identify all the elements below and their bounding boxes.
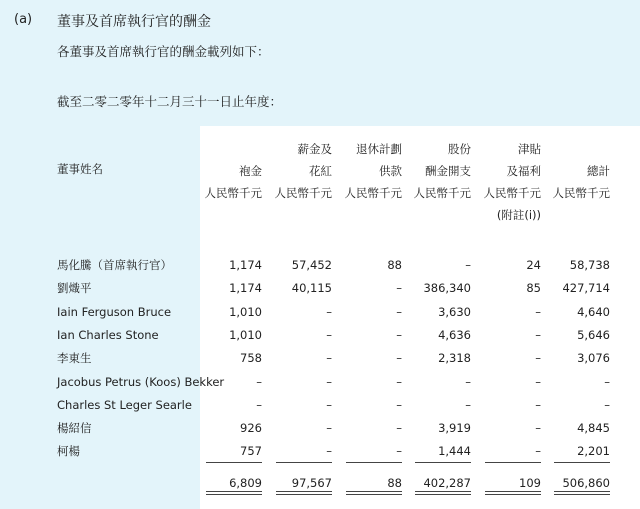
table-cell: – (535, 421, 541, 435)
table-cell: – (396, 444, 402, 458)
column-header-line2: 供款 (379, 164, 402, 178)
column-header-note: (附註(i)) (496, 208, 541, 222)
table-cell: 1,174 (229, 258, 262, 272)
table-cell: 88 (387, 258, 402, 272)
table-cell: 57,452 (291, 258, 332, 272)
table-cell: – (396, 328, 402, 342)
table-cell: 926 (240, 421, 262, 435)
table-cell: – (326, 375, 332, 389)
column-header-unit: 人民幣千元 (483, 186, 541, 200)
director-name: Ian Charles Stone (57, 328, 159, 342)
table-cell: 427,714 (562, 281, 610, 295)
table-cell: – (465, 258, 471, 272)
total-double-rule (276, 494, 332, 495)
table-cell: – (256, 375, 262, 389)
column-header-line1: 股份 (448, 142, 471, 156)
table-cell: 2,318 (438, 351, 471, 365)
total-double-rule (415, 494, 471, 495)
table-cell: – (535, 444, 541, 458)
table-cell: – (396, 421, 402, 435)
table-cell: 3,076 (577, 351, 610, 365)
total-double-rule (554, 494, 610, 495)
director-name: 柯楊 (57, 444, 80, 458)
table-cell: 4,636 (438, 328, 471, 342)
director-name: 楊紹信 (57, 421, 92, 435)
total-cell: 97,567 (291, 476, 332, 490)
total-cell: 6,809 (229, 476, 262, 490)
total-double-rule (206, 491, 262, 492)
director-name: Jacobus Petrus (Koos) Bekker (57, 375, 225, 389)
table-cell: – (326, 444, 332, 458)
name-column-header: 董事姓名 (57, 162, 103, 176)
total-cell: 109 (519, 476, 541, 490)
table-cell: – (604, 398, 610, 412)
total-double-rule (415, 491, 471, 492)
column-header-line1: 薪金及 (297, 142, 332, 156)
section-title: 董事及首席執行官的酬金 (57, 14, 211, 30)
director-name: 劉熾平 (57, 281, 92, 295)
table-cell: – (465, 375, 471, 389)
table-cell: 1,174 (229, 281, 262, 295)
period-text: 截至二零二零年十二月三十一日止年度： (57, 94, 283, 109)
table-cell: – (396, 375, 402, 389)
table-cell: – (326, 421, 332, 435)
table-cell: – (535, 351, 541, 365)
table-cell: – (326, 305, 332, 319)
table-cell: – (535, 305, 541, 319)
total-double-rule (485, 491, 541, 492)
total-cell: 402,287 (423, 476, 471, 490)
table-cell: 4,640 (577, 305, 610, 319)
director-name: 馬化騰（首席執行官） (57, 258, 172, 272)
table-cell: – (396, 281, 402, 295)
table-cell: 386,340 (423, 281, 471, 295)
total-double-rule (346, 491, 402, 492)
table-cell: – (535, 375, 541, 389)
table-cell: – (326, 351, 332, 365)
subtotal-rule (485, 462, 541, 463)
subtotal-rule (346, 462, 402, 463)
column-header-unit: 人民幣千元 (552, 186, 610, 200)
director-name: Iain Ferguson Bruce (57, 305, 172, 319)
table-cell: 757 (240, 444, 262, 458)
intro-text: 各董事及首席執行官的酬金載列如下： (57, 44, 270, 59)
subtotal-rule (554, 462, 610, 463)
table-cell: – (465, 398, 471, 412)
subtotal-rule (206, 462, 262, 463)
column-header-line2: 花紅 (309, 164, 332, 178)
total-double-rule (276, 491, 332, 492)
director-name: 李東生 (57, 351, 92, 365)
table-cell: 2,201 (577, 444, 610, 458)
table-cell: – (396, 305, 402, 319)
total-double-rule (554, 491, 610, 492)
total-double-rule (485, 494, 541, 495)
table-cell: 5,646 (577, 328, 610, 342)
subtotal-rule (276, 462, 332, 463)
table-cell: 4,845 (577, 421, 610, 435)
table-cell: 58,738 (569, 258, 610, 272)
table-cell: 40,115 (291, 281, 332, 295)
column-header-unit: 人民幣千元 (204, 186, 262, 200)
table-cell: 3,919 (438, 421, 471, 435)
column-header-unit: 人民幣千元 (413, 186, 471, 200)
column-header-line2: 袍金 (239, 164, 262, 178)
director-name: Charles St Leger Searle (57, 398, 192, 412)
total-double-rule (346, 494, 402, 495)
total-cell: 506,860 (562, 476, 610, 490)
column-header-line1: 退休計劃 (356, 142, 402, 156)
table-cell: 85 (526, 281, 541, 295)
table-cell: 1,010 (229, 328, 262, 342)
column-header-line2: 及福利 (506, 164, 541, 178)
column-header-unit: 人民幣千元 (274, 186, 332, 200)
table-cell: – (396, 398, 402, 412)
table-cell: 1,010 (229, 305, 262, 319)
table-cell: – (326, 398, 332, 412)
column-header-line2: 酬金開支 (425, 164, 471, 178)
table-cell: 3,630 (438, 305, 471, 319)
table-cell: – (396, 351, 402, 365)
table-cell: – (535, 328, 541, 342)
section-label: (a) (14, 12, 33, 27)
column-header-unit: 人民幣千元 (344, 186, 402, 200)
table-cell: – (256, 398, 262, 412)
table-cell: 24 (526, 258, 541, 272)
column-header-line1: 津貼 (518, 142, 541, 156)
table-cell: – (604, 375, 610, 389)
subtotal-rule (415, 462, 471, 463)
total-double-rule (206, 494, 262, 495)
total-cell: 88 (387, 476, 402, 490)
table-cell: 1,444 (438, 444, 471, 458)
table-cell: – (535, 398, 541, 412)
table-cell: – (326, 328, 332, 342)
column-header-line2: 總計 (587, 164, 610, 178)
table-cell: 758 (240, 351, 262, 365)
